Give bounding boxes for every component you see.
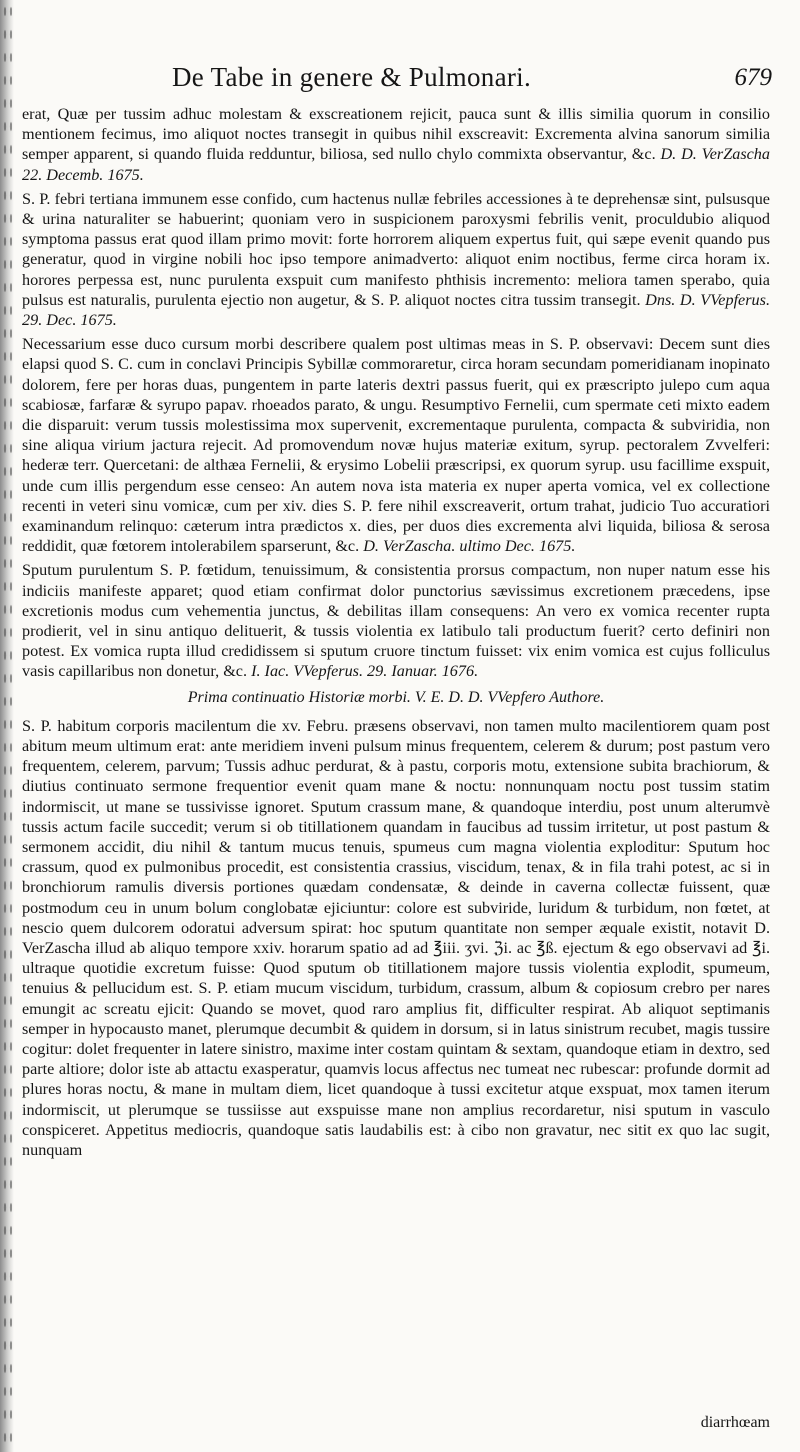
binding-stitch-marks xyxy=(2,0,12,1452)
page-number: 679 xyxy=(734,64,772,91)
continuation-paragraph: S. P. habitum corporis macilentum die xv. Febru. præsens observavi, non tamen multo macilentiorem quam post abitum meum ultimum erat: ante meridiem inveni pulsum minus frequentem, celerem & durum; post pastum vero frequentem, celerem, parvum; Tussis adhuc perdurat, & à pastu, corporis motu, extensione subita brachiorum, & diutius continuato sermone frequentior evenit quam mane & noctu: nonnunquam noctu post tussim statim indormiscit, ut mane se tussivisse ignoret. Sputum crassum mane, & quandoque interdiu, post unum alterumvè tussis actum facile succedit; verum si ob titillationem quandam in faucibus ad tussim irritetur, ut post pastum & sermonem accidit, diu nihil & tantum mucus tenuis, spumeus cum magna violentia exploditur: Sputum hoc crassum, quod ex pulmonibus procedit, est consistentia crassius, viscidum, tenax, & in fila trahi potest, ac si in bronchiorum ramulis diversis portiones quædam condensatæ, & deinde in caverna collectæ fuissent, quæ postmodum ceu in unum bolum conglobatæ ejiciuntur: colore est subviride, luridum & turbidum, non fœtet, at nescio quem dulcorem odoratui adversum spirat: hoc sputum quantitate non semper æquale existit, notavit D. VerZascha illud ab aliquo tempore xxiv. horarum spatio ad ad ℥iii. ʒvi. ℨi. ac ℥ß. ejectum & ego observavi ad ℥i. ultraque quotidie excretum fuisse: Quod sputum ob titillationem majore tussis violentia explodit, spumeum, tenuius & pellucidum est. S. P. etiam mucum viscidum, turbidum, crassum, album & copiosum crebro per nares emungit ac screatu ejicit: Quando se movet, quod raro amplius fit, difficulter respirat. Ab aliquot septimanis semper in hypocausto manet, plerumque decumbit & quidem in dorsum, si in latus sinistrum recubet, magis tussire cogitur: dolet frequenter in latere sinistro, maxime inter costam quintam & sextam, quandoque etiam in dextro, sed parte altiore; dolor iste ab attactu exasperatur, quamvis locus affectus nec tumeat nec rubescar: profunde dormit ad plures horas noctu, & mane in multam diem, licet quandoque à tussi excitetur atque exspuat, mox tamen iterum indormiscit, ut plerumque se tussiisse aut exspuisse mane non amplius recordaretur, nisi sputum in vasculo conspiceret. Appetitus mediocris, quandoque satis laudabilis est: à cibo non gravatur, nec sitit ex quo lac sugit, nunquam xyxy=(22,716,770,1159)
main-text xyxy=(22,104,770,1160)
paragraph-4 xyxy=(22,560,770,681)
letter-signature: I. Iac. VVepferus. 29. Ianuar. 1676. xyxy=(251,662,479,681)
catchword: diarrhœam xyxy=(700,1414,770,1431)
letter-signature: D. VerZascha. ultimo Dec. 1675. xyxy=(363,537,576,556)
paragraph-text: Necessarium esse duco cursum morbi describere qualem post ultimas meas in S. P. observavi: Decem sunt dies elapsi quod S. C. cum in conclavi Principis Sybillæ commoraretur, circa horam secundam pomeridianam inopinato dolorem, fere per horas duas, pungentem in parte lateris dextri passus fuerit, qui ex præscripto julepo cum aqua scabiosæ, farfaræ & syrupo papav. rhoeados parato, & ungu. Resumptivo Fernelii, cum spermate ceti mixto eadem die disparuit: verum tussis molestissima mox supervenit, excrementaque purulenta, compacta & subviridia, non sine aliqua virium jactura rejecit. Ad promovendum novæ hujus materiæ exitum, syrup. pectoralem Zvvelferi: hederæ terr. Quercetani: de althæa Fernelii, & erysimo Lobelii præscripsi, ex quorum syrup. usu facillime exspuit, unde cum illis pergendum esse censeo: An autem nova ista materia ex nuper aperta vomica, vel ex collectione recenti in veteri sinu vomicæ, cum per xiv. dies S. P. fere nihil exscreaverit, ortum trahat, judicio Tuo accuratiori examinandum relinquo: cæterum intra prædictos x. dies, per duos dies excrementa alvi liquida, biliosa & serosa reddidit, quæ fœtorem intolerabilem sparserunt, &c. xyxy=(22,335,770,556)
letter-signature: D. D. VerZascha 22. Decemb. 1675. xyxy=(22,145,770,184)
letter-signature: Dns. D. VVepferus. 29. Dec. 1675. xyxy=(22,290,770,330)
paragraph-2 xyxy=(22,189,770,330)
section-heading: Prima continuatio Historiæ morbi. V. E. D. D. VVepfero Authore. xyxy=(187,688,605,706)
running-title: De Tabe in genere & Pulmonari. xyxy=(172,62,532,92)
paragraph-text: erat, Quæ per tussim adhuc molestam & exscreationem rejicit, pauca sunt & illis similia quorum in consilio mentionem fecimus, imo aliquot noctes transegit in quibus nihil exscreavit: Excrementa alvina sanorum similia semper apparent, si quando fluida redduntur, biliosa, sed nullo chylo commixta observantur, &c. xyxy=(22,105,770,164)
paragraph-3 xyxy=(22,334,770,556)
paragraph-1 xyxy=(22,104,770,185)
paragraph-text: Sputum purulentum S. P. fœtidum, tenuissimum, & consistentia prorsus compactum, non nuper natum esse his indiciis manifeste apparet; quod etiam confirmat dolor punctorius sævissimus excretionem præcedens, ipse excretionis modus cum vehementia junctus, & debilitas illam consequens: An vero ex vomica recenter rupta prodierit, vel in sinu antiquo delituerit, & tussis violentia ex latibulo tali productum fuerit? certo definiri non potest. Ex vomica rupta illud credidissem si sputum cruore tinctum fuisset: vix enim vomica est cujus folliculus vasis capillaribus non donetur, &c. xyxy=(22,561,770,681)
paragraph-text: S. P. febri tertiana immunem esse confido, cum hactenus nullæ febriles accessiones à te deprehensæ sint, pulsusque & urina naturaliter se habuerint; quoniam vero in suspicionem paroxysmi febrilis venit, proculdubio aliquod symptoma passus erat quod illam primo movit: forte horrorem aliquem expertus fuit, qui sæpe evenit quando pus generatur, quod in virgine nobili hoc ipso tempore animadverto: aliquot enim noctibus, ferme circa horam ix. horores perpessa est, nunc purulenta exspuit cum manifesto phthisis incremento: meliora tamen sperabo, quia pulsus est naturalis, purulenta ejectio non augetur, & S. P. aliquot noctes citra tussim transegit. xyxy=(22,189,770,309)
page-header xyxy=(22,62,772,102)
